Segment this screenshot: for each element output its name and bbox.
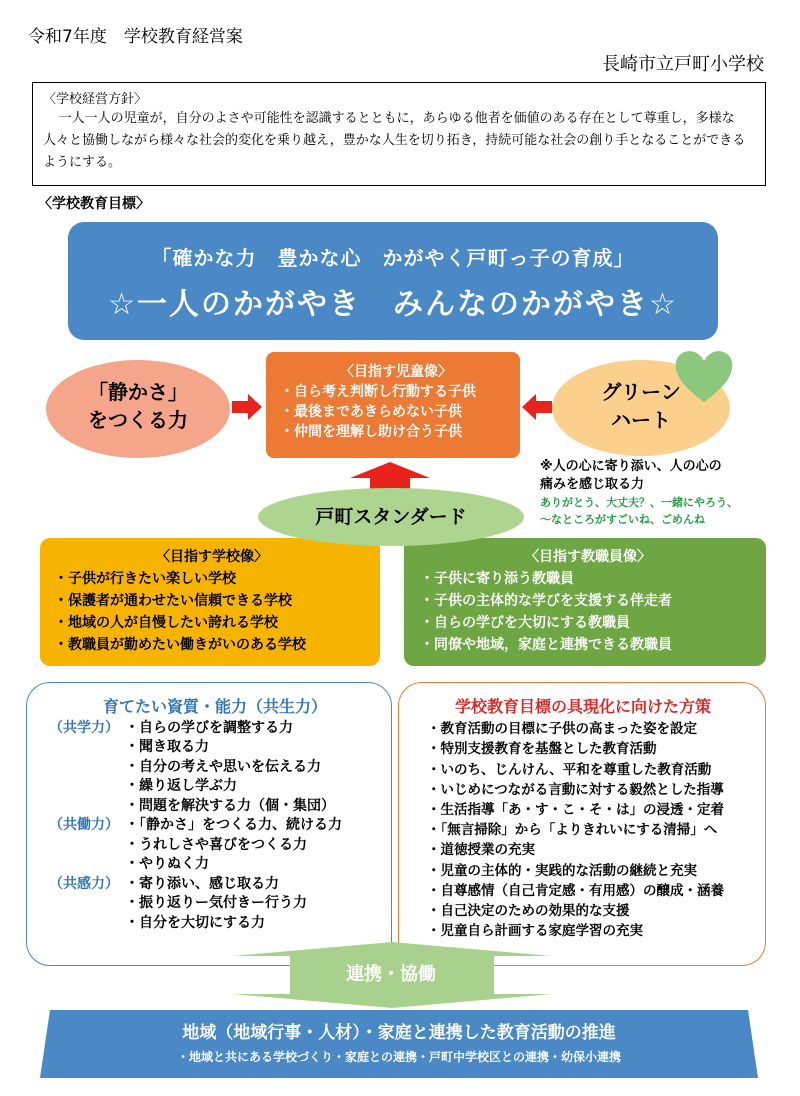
skill-item: ・うれしさや喜びをつくる力 — [125, 836, 307, 853]
school-image-item: ・子供が行きたい楽しい学校 — [54, 571, 236, 587]
child-image-box — [266, 352, 520, 458]
child-image-item: ・自ら考え判断し行動する子供 — [280, 384, 476, 400]
staff-image-box — [404, 538, 766, 666]
green-heart-note-line1: ※人の心に寄り添い、人の心の — [540, 459, 722, 474]
school-image-heading: 〈目指す学校像〉 — [156, 549, 268, 565]
skill-item: ・やりぬく力 — [125, 856, 209, 872]
school-goal-box — [68, 222, 718, 340]
child-image-heading: 〈目指す児童像〉 — [340, 364, 452, 380]
green-heart-example1: ありがとう、大丈夫？、一緒にやろう、 — [540, 496, 738, 509]
measure-item: ・特別支援教育を基盤とした教育活動 — [427, 741, 657, 758]
policy-heading: 〈学校経営方針〉 — [43, 92, 148, 107]
document-title: 令和7年度 学校教育経営案 — [28, 27, 243, 47]
skills-box — [26, 682, 392, 966]
measure-item: ・いのち、じんけん、平和を尊重した教育活動 — [427, 761, 712, 778]
staff-image-heading: 〈目指す教職員像〉 — [525, 549, 651, 565]
skill-item: ・寄り添い、感じ取る力 — [125, 875, 279, 892]
school-name: 長崎市立戸町小学校 — [602, 54, 764, 75]
measure-item: ・教育活動の目標に子供の高まった姿を設定 — [427, 721, 697, 738]
skill-category-label: （共感力） — [49, 875, 119, 892]
green-heart-example2: ～なところがすごいね、ごめんね — [540, 513, 705, 526]
skill-item: ・振り返りー気付きー行う力 — [125, 895, 307, 911]
goal-slogan: 「確かな力 豊かな心 かがやく戸町っ子の育成」 — [151, 246, 635, 270]
community-band-title: 地域（地域行事・人材）・家庭と連携した教育活動の推進 — [182, 1023, 616, 1043]
tomachi-standard-ellipse: 戸町スタンダード — [258, 488, 524, 546]
arrow-left-icon — [522, 392, 552, 422]
school-image-item: ・地域の人が自慢したい誇れる学校 — [54, 615, 278, 631]
policy-box — [32, 82, 766, 186]
skill-item: ・繰り返し学ぶ力 — [125, 778, 237, 794]
staff-image-item: ・子供に寄り添う教職員 — [420, 571, 574, 587]
goal-heading: 〈学校教育目標〉 — [38, 196, 150, 212]
measure-item: ・児童の主体的・実践的な活動の継続と充実 — [427, 862, 697, 879]
green-heart-note-line2: 痛みを感じ取る力 — [540, 477, 645, 492]
arrow-right-icon — [232, 392, 262, 422]
measure-item: ・生活指導「あ・す・こ・そ・は」の浸透・定着 — [427, 802, 724, 819]
cooperation-label: 連携・協働 — [312, 958, 470, 992]
skill-item: ・自分を大切にする力 — [125, 914, 265, 931]
measure-item: ・自己決定のための効果的な支援 — [427, 903, 630, 920]
green-heart-examples — [540, 494, 738, 528]
skill-item: ・自分の考えや思いを伝える力 — [125, 758, 321, 775]
skill-item: ・問題を解決する力（個・集団） — [125, 797, 335, 814]
skills-title: 育てたい資質・能力（共生力） — [102, 697, 327, 716]
goal-motto: ☆一人のかがやき みんなのかがやき☆ — [108, 287, 678, 322]
school-image-box — [40, 538, 380, 666]
shizukasa-line2: をつくる力 — [88, 408, 188, 432]
heart-icon — [672, 346, 736, 406]
school-image-item: ・教職員が勤めたい働きがいのある学校 — [54, 637, 306, 653]
shizukasa-circle — [46, 360, 230, 458]
staff-image-item: ・子供の主体的な学びを支援する伴走者 — [420, 593, 672, 609]
skill-item: ・「静かさ」をつくる力、続ける力 — [125, 817, 342, 833]
measures-title: 学校教育目標の具現化に向けた方策 — [454, 697, 711, 716]
skill-category-label: （共学力） — [49, 719, 119, 736]
green-heart-line1: グリーン — [601, 380, 681, 404]
skill-category-label: （共働力） — [49, 817, 119, 833]
measure-item: ・自尊感情（自己肯定感・有用感）の醸成・涵養 — [427, 882, 724, 899]
staff-image-item: ・自らの学びを大切にする教職員 — [420, 615, 630, 631]
school-image-item: ・保護者が通わせたい信頼できる学校 — [54, 593, 292, 609]
skill-item: ・自らの学びを調整する力 — [125, 719, 293, 736]
measure-item: ・いじめにつながる言動に対する毅然とした指導 — [427, 781, 724, 798]
child-image-item: ・最後まであきらめない子供 — [280, 404, 462, 420]
measure-item: ・道徳授業の充実 — [427, 842, 535, 859]
green-heart-note — [540, 458, 722, 494]
staff-image-item: ・同僚や地域，家庭と連携できる教職員 — [420, 637, 672, 653]
measure-item: ・児童自ら計画する家庭学習の充実 — [427, 923, 643, 940]
child-image-item: ・仲間を理解し助け合う子供 — [280, 424, 462, 440]
skill-item: ・聞き取る力 — [125, 739, 209, 755]
green-heart-line2: ハート — [611, 408, 671, 432]
measures-box — [398, 682, 766, 966]
community-band-subtitle: ・地域と共にある学校づくり・家庭との連携・戸町中学校区との連携・幼保小連携 — [176, 1050, 621, 1064]
shizukasa-line1: 「静かさ」 — [88, 380, 188, 404]
policy-text: 一人一人の児童が，自分のよさや可能性を認識するとともに，あらゆる他者を価値のある存在として尊重し，多様な人々と協働しながら様々な社会的変化を乗り越え，豊かな人生を切り拓き，持続可能な社会の創り手となることができるようにする。 — [43, 111, 746, 170]
measure-item: ・「無言掃除」から「よりきれいにする清掃」へ — [427, 822, 718, 839]
